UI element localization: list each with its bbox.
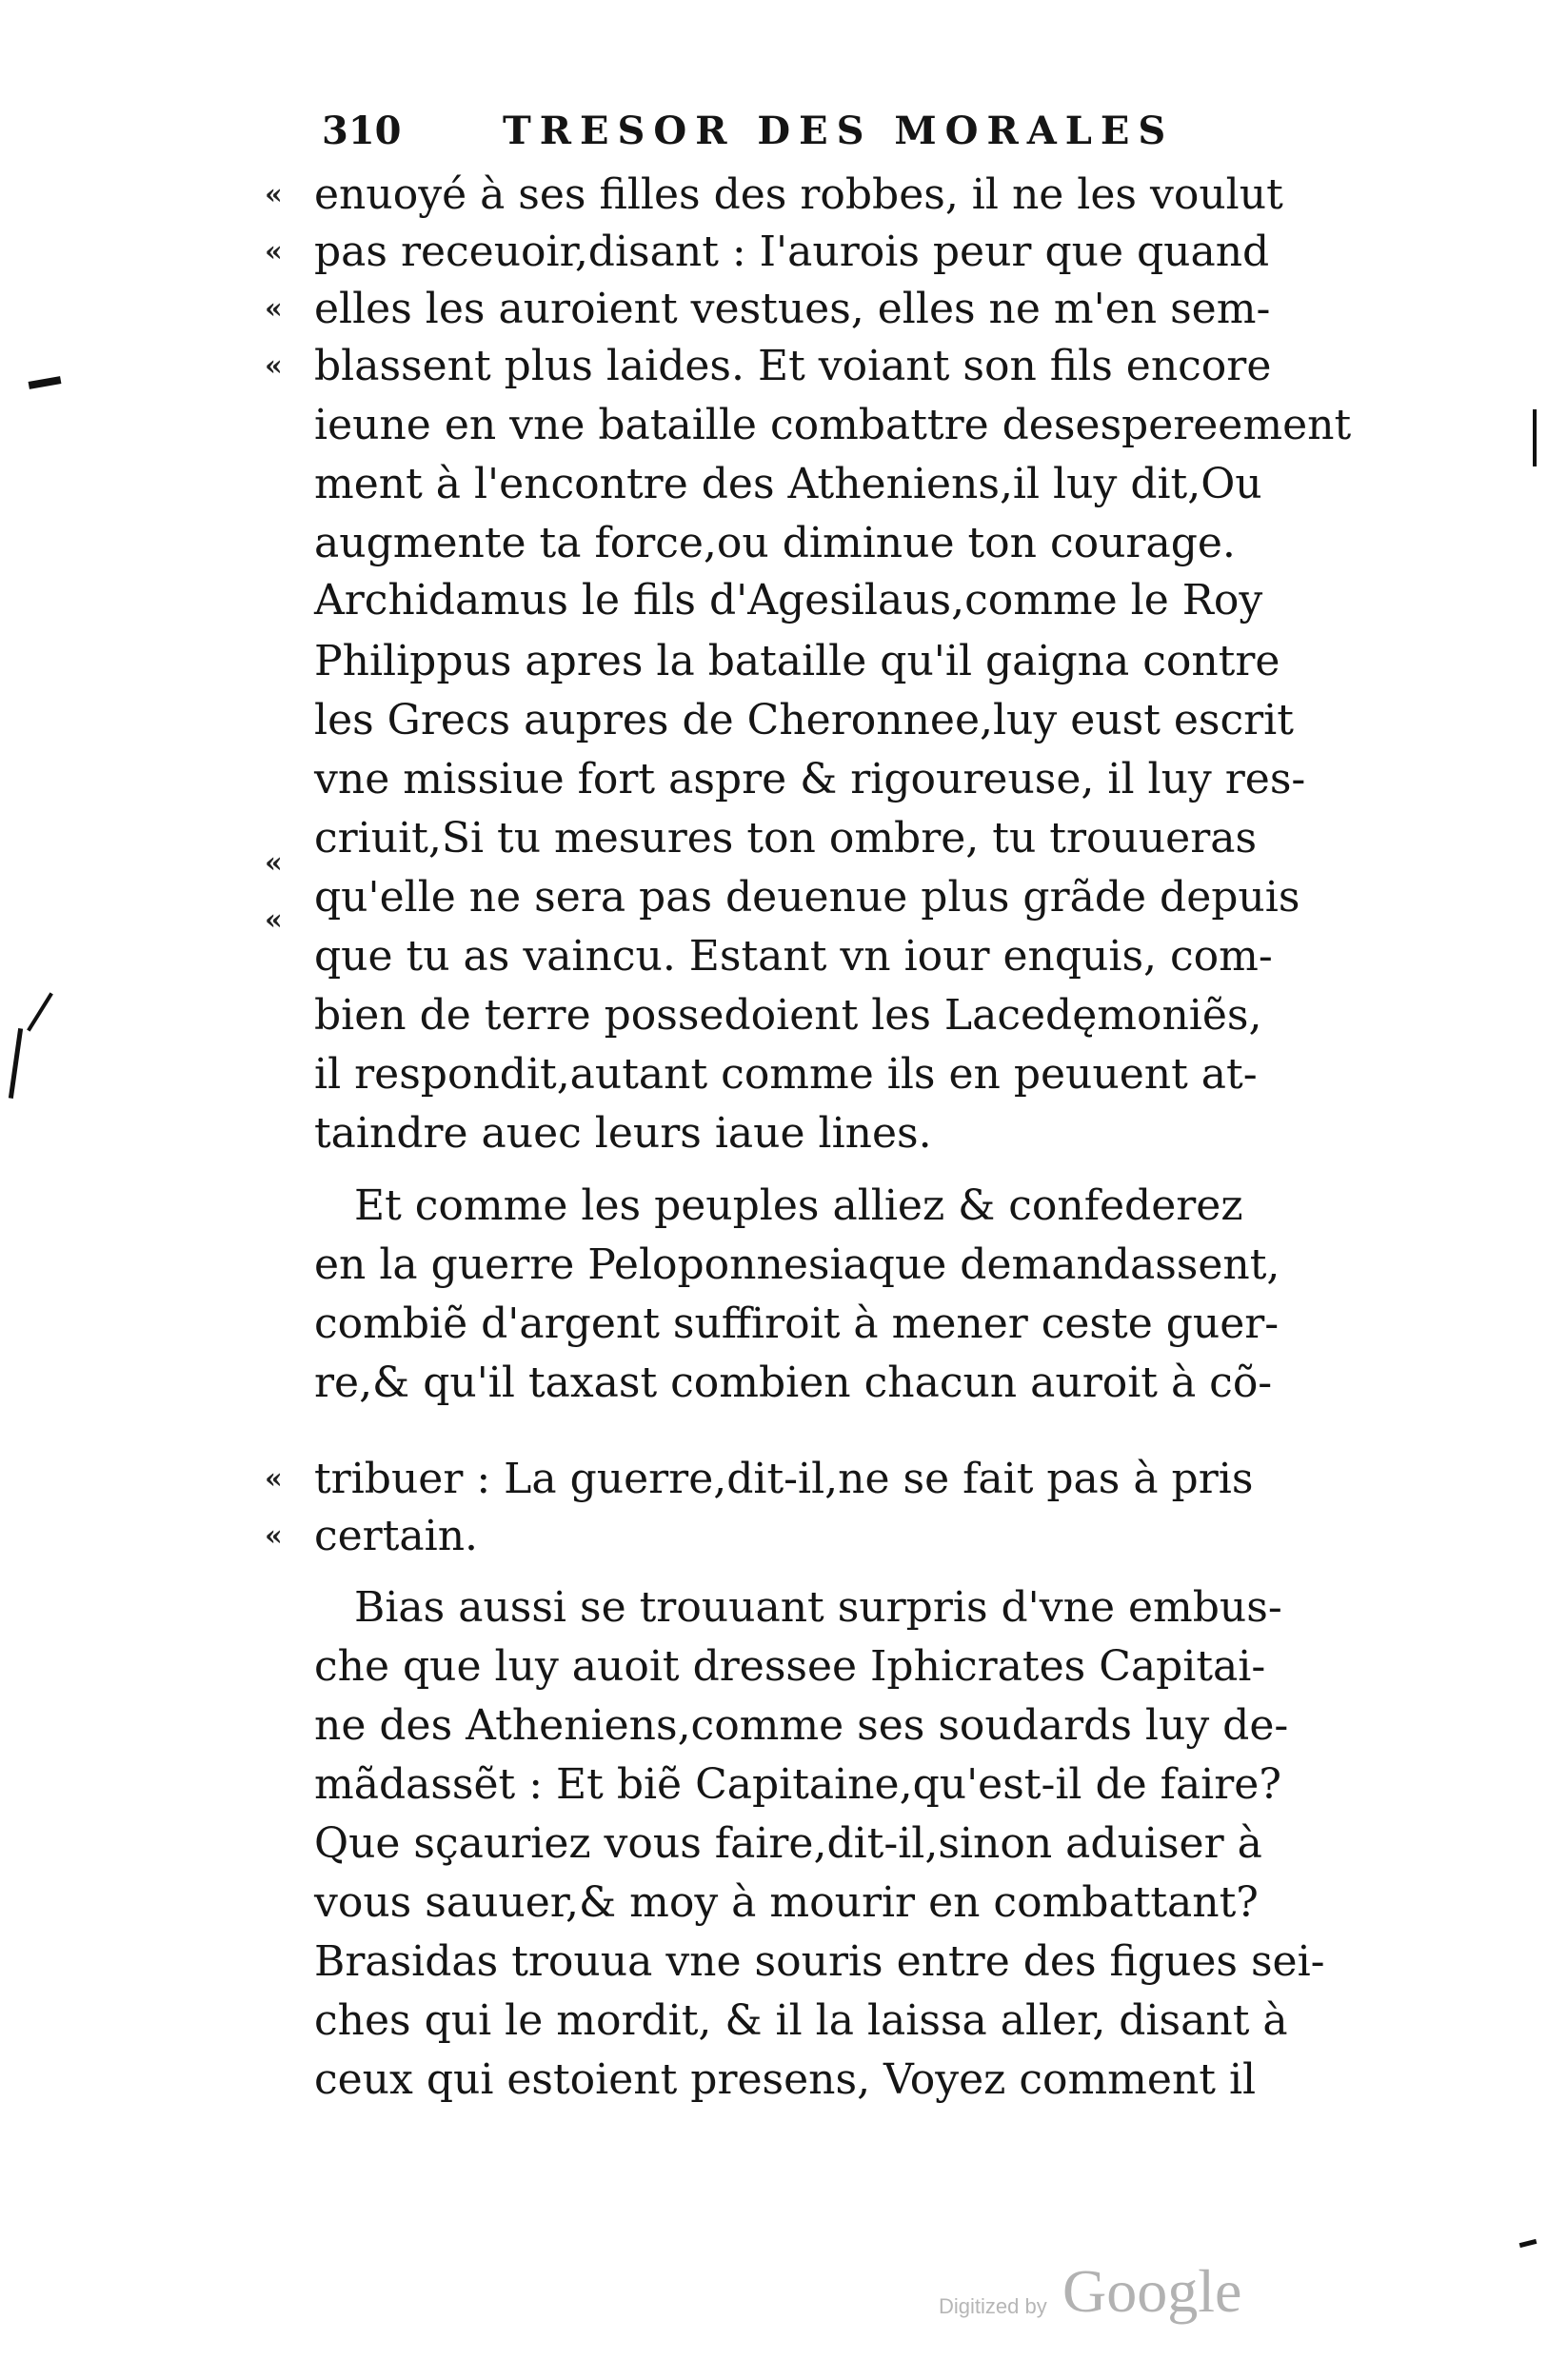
- quote-mark: «: [265, 292, 283, 326]
- text-line: en la guerre Peloponnesiaque demandassent,: [314, 1240, 1280, 1289]
- quote-mark: «: [265, 349, 283, 383]
- text-line: il respondit,autant comme ils en peuuent at-: [314, 1050, 1258, 1099]
- text-line: mãdassẽt : Et biẽ Capitaine,qu'est-il de faire?: [314, 1760, 1281, 1809]
- text-line: que tu as vaincu. Estant vn iour enquis, com-: [314, 932, 1273, 981]
- margin-ink-mark: [29, 376, 62, 389]
- text-line: combiẽ d'argent suffiroit à mener ceste guer-: [314, 1299, 1280, 1348]
- quote-mark: «: [265, 1519, 283, 1553]
- text-line: Philippus apres la bataille qu'il gaigna contre: [314, 637, 1280, 685]
- digitized-by-label: Digitized by: [939, 2294, 1047, 2318]
- text-line: Que sçauriez vous faire,dit-il,sinon aduiser à: [314, 1819, 1262, 1868]
- margin-ink-mark: [9, 1028, 23, 1099]
- text-line: vous sauuer,& moy à mourir en combattant?: [314, 1878, 1259, 1927]
- text-line: certain.: [314, 1512, 479, 1560]
- text-line: blassent plus laides. Et voiant son fils encore: [314, 342, 1272, 390]
- edge-mark: [1533, 409, 1537, 466]
- text-line: che que luy auoit dressee Iphicrates Capitai-: [314, 1642, 1266, 1691]
- text-line: qu'elle ne sera pas deuenue plus grãde depuis: [314, 873, 1300, 922]
- text-line: taindre auec leurs iaue lines.: [314, 1109, 932, 1158]
- running-head: [322, 103, 1226, 160]
- google-watermark: Google: [1062, 2257, 1242, 2325]
- text-line: vne missiue fort aspre & rigoureuse, il luy res-: [314, 755, 1306, 803]
- text-line: bien de terre possedoient les Lacedęmoniẽs,: [314, 991, 1262, 1040]
- text-line: ceux qui estoient presens, Voyez comment il: [314, 2055, 1257, 2104]
- text-line: ne des Atheniens,comme ses soudards luy de-: [314, 1701, 1289, 1750]
- quote-mark: «: [265, 235, 283, 268]
- page-number: 310: [322, 109, 402, 153]
- text-line: elles les auroient vestues, elles ne m'en sem-: [314, 285, 1271, 333]
- text-line: les Grecs aupres de Cheronnee,luy eust escrit: [314, 696, 1294, 744]
- text-line: Et comme les peuples alliez & confederez: [354, 1181, 1243, 1230]
- text-line: enuoyé à ses filles des robbes, il ne les voulut: [314, 170, 1283, 219]
- text-line: ches qui le mordit, & il la laissa aller, disant à: [314, 1996, 1288, 2045]
- edge-mark: [1519, 2239, 1538, 2248]
- text-line: tribuer : La guerre,dit-il,ne se fait pas à pris: [314, 1455, 1254, 1503]
- running-title: TRESOR DES MORALES: [503, 109, 1175, 153]
- text-line: ieune en vne bataille combattre desespereement: [314, 401, 1352, 449]
- text-line: Archidamus le fils d'Agesilaus,comme le Roy: [314, 576, 1263, 625]
- text-line: pas receuoir,disant : I'aurois peur que quand: [314, 228, 1270, 276]
- text-line: criuit,Si tu mesures ton ombre, tu trouueras: [314, 814, 1258, 863]
- quote-mark: «: [265, 1462, 283, 1496]
- quote-mark: «: [265, 903, 283, 937]
- margin-ink-mark: [27, 992, 53, 1031]
- text-line: Brasidas trouua vne souris entre des figues sei-: [314, 1937, 1325, 1986]
- text-line: re,& qu'il taxast combien chacun auroit à cõ-: [314, 1359, 1273, 1407]
- text-line: ment à l'encontre des Atheniens,il luy dit,Ou: [314, 460, 1262, 508]
- quote-mark: «: [265, 846, 283, 880]
- quote-mark: «: [265, 178, 283, 211]
- text-line: augmente ta force,ou diminue ton courage.: [314, 519, 1236, 567]
- text-line: Bias aussi se trouuant surpris d'vne embus-: [354, 1583, 1282, 1632]
